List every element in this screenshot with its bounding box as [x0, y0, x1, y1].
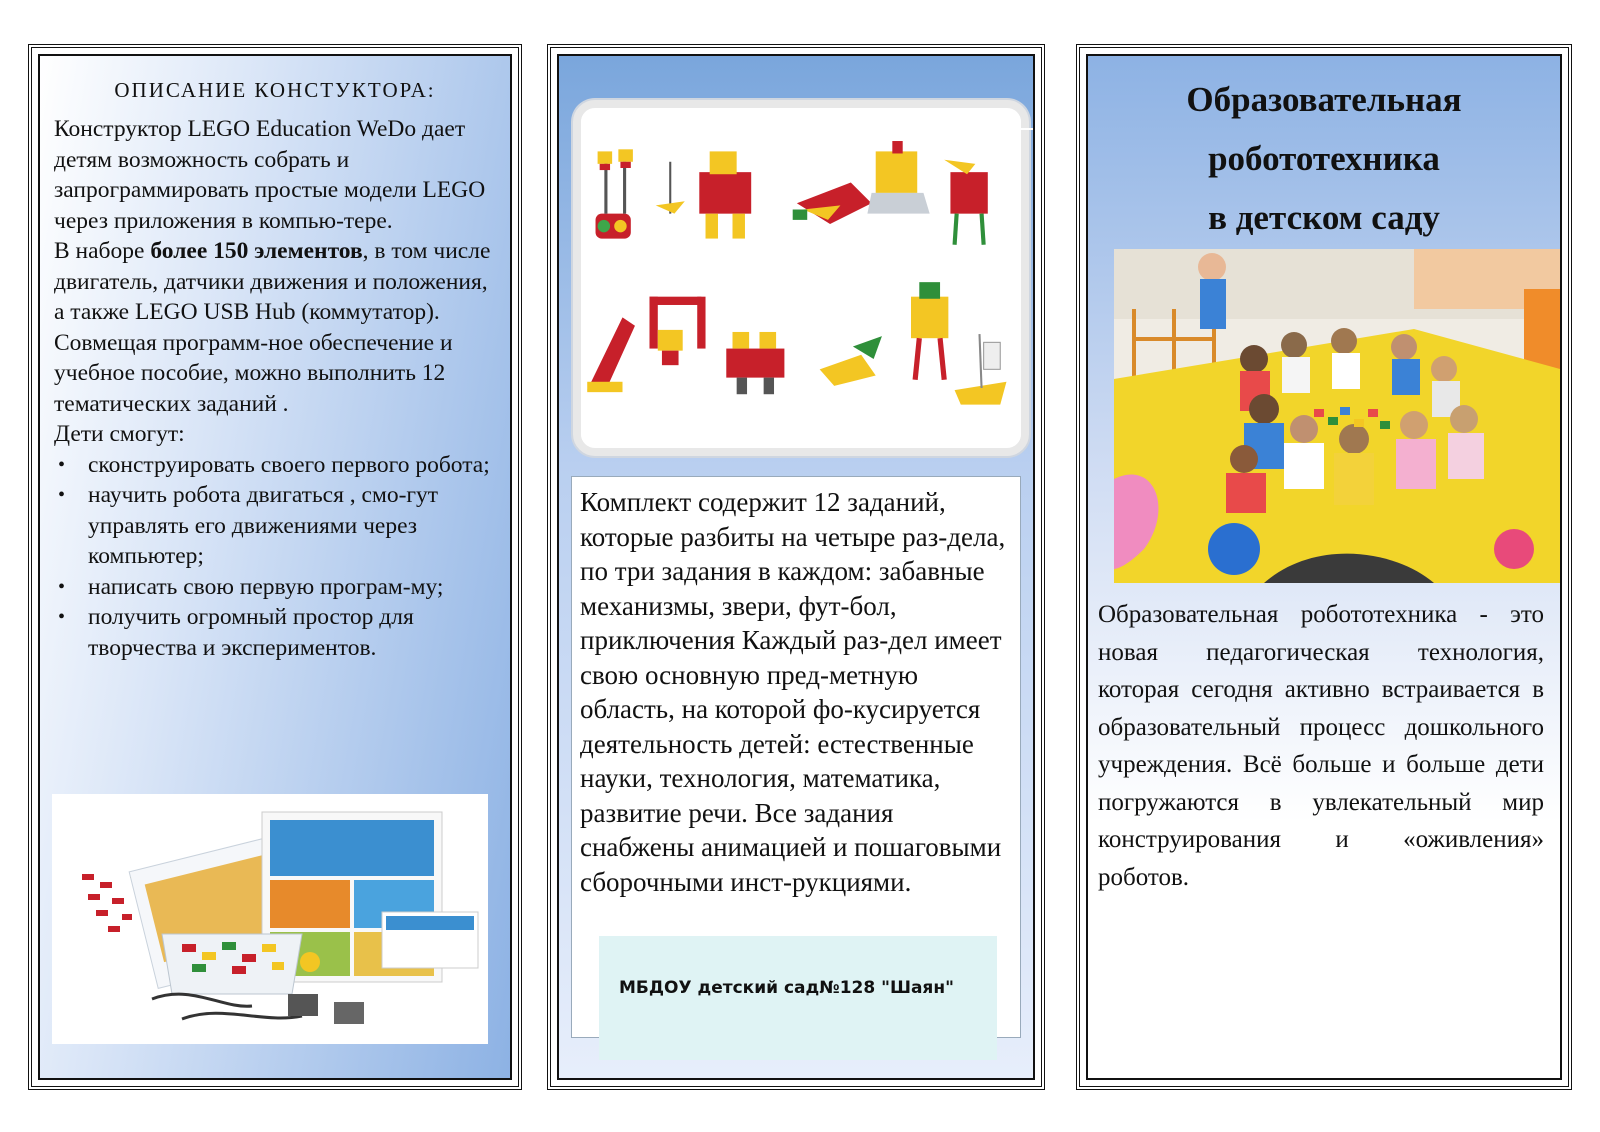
middle-panel [547, 44, 1045, 1090]
list-item: • научить робота двигаться , смо-гут управлять его движениями через компьютер; [88, 480, 498, 572]
left-panel [28, 44, 522, 1090]
set-prefix: В наборе [54, 238, 151, 264]
left-panel-inner [38, 54, 512, 1080]
footer-box [599, 936, 997, 1060]
intro-paragraph: Конструктор LEGO Education WeDo дает детям возможность собрать и запрограммировать простые модели LEGO через приложения в компью-тере. [54, 116, 486, 234]
title-line-2: робототехника [1208, 139, 1440, 178]
constructor-description [54, 114, 498, 663]
lego-kit-photo [52, 794, 488, 1044]
right-panel [1076, 44, 1572, 1090]
right-panel-inner [1086, 54, 1562, 1080]
kids-can-label: Дети смогут: [54, 421, 185, 447]
connector-line [1021, 128, 1035, 130]
kindergarten-name: МБДОУ детский сад№128 "Шаян" [619, 978, 954, 998]
list-item: • получить огромный простор для творчества и экспериментов. [88, 602, 498, 663]
set-paragraph [54, 236, 498, 419]
list-item: • сконструировать своего первого робота; [88, 450, 498, 481]
set-suffix: , в том числе двигатель, датчики движения и положения, а также LEGO USB Hub (коммутатор). Совмещая программ-ное обеспечение и учебное пособие, можно выполнить 12 тематических заданий . [54, 238, 491, 417]
list-item: • написать свою первую програм-му; [88, 572, 498, 603]
set-bold: более 150 элементов [150, 238, 363, 264]
robotics-description: Образовательная робототехника - это новая педагогическая технология, которая сегодня активно встраивается в образовательный процесс дошкольного учреждения. Всё больше и больше дети погружаются в увлекательный мир конструирования и «оживления» роботов. [1098, 601, 1544, 891]
middle-panel-inner [557, 54, 1035, 1080]
skills-list [54, 450, 498, 664]
title-line-1: Образовательная [1186, 80, 1462, 119]
children-playing-photo [1114, 249, 1560, 583]
brochure-title [1088, 70, 1560, 247]
title-line-3: в детском саду [1208, 198, 1440, 237]
kit-description: Комплект содержит 12 заданий, которые разбиты на четыре раз-дела, по три задания в каждом: забавные механизмы, звери, фут-бол, приключения Каждый раз-дел имеет свою основную пред-метную область, на которой фо-кусируется деятельность детей: естественные науки, технология, математика, развитие речи. Все задания снабжены анимацией и пошаговыми сборочными инст-рукциями. [580, 487, 1006, 897]
lego-models-image [573, 100, 1029, 456]
constructor-heading: ОПИСАНИЕ КОНСТУКТОРА: [114, 78, 436, 102]
